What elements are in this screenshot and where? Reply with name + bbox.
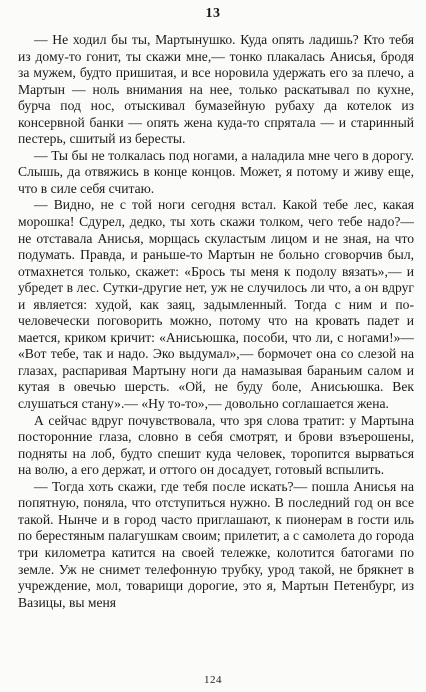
page-number-top: 13 [205,6,221,21]
paragraph-5: — Тогда хоть скажи, где тебя после искать?— пошла Анисья на попятную, поняла, что отступиться нужно. В последний год он все такой. Нынче и в город часто приглашают, к пионерам в гости иль по берестяным палагушкам своим; прилетит, а с самолета до города три километра катится на своей тележке, колотится батогами по земле. Уж не снимет телефонную трубку, урод такой, не брякнет в учреждение, мол, товарищи дорогие, это я, Мартын Петенбург, из Вазицы, вы меня [18,478,414,610]
paragraph-1: — Не ходил бы ты, Мартынушко. Куда опять ладишь? Кто тебя из дому-то гонит, ты скажи мне,— тонко плакалась Анисья, бродя за мужем, будто пришитая, и все норовила удержать его за плечо, а Мартын — ноль внимания на нее, только раскатывал по кухне, бурча под нос, отыскивал бумазейную рубаху да котелок из консервной банки — опять жена куда-то спрятала — и старинный пестерь, сшитый из бересты. [18,32,414,147]
paragraph-3: — Видно, не с той ноги сегодня встал. Какой тебе лес, какая морошка! Сдурел, дедко, ты хоть скажи толком, чего тебе надо?— не отставала Анисья, морщась скуластым лицом и не зная, на что подумать. Правда, и раньше-то Мартын не больно сговорчив был, отмахнется только, скажет: «Брось ты меня к подолу вязать»,— и убредет в лес. Сутки-другие нет, уж не случилось ли что, а он вдруг и является: худой, как заяц, задымленный. Тогда с ним и по-человечески поговорить можно, потому что на кровать падет и мается, криком кричит: «Анисьюшка, пособи, что ли, с ногами!»— «Вот тебе, так и надо. Эко выдумал»,— бормочет она со слезой на глазах, распаривая Мартыну ноги да намазывая бараньим салом и кутая в овечью шерсть. «Ой, не буду боле, Анисьюшка. Век слушаться стану».— «Ну то-то»,— довольно соглашается жена. [18,197,414,412]
paragraph-2: — Ты бы не толкалась под ногами, а наладила мне чего в дорогу. Слышь, да отвяжись в конце концов. Может, я потому и живу еще, что в силе себя считаю. [18,147,414,196]
page-number-bottom: 124 [204,674,222,686]
paragraph-4: А сейчас вдруг почувствовала, что зря слова тратит: у Мартына посторонние глаза, словно в себя смотрят, и брови взъерошены, подняты на лоб, будто спешит куда человек, торопится вырваться на волю, а его держат, и оттого он досадует, готовый вспылить. [18,412,414,478]
body-text [18,32,414,611]
